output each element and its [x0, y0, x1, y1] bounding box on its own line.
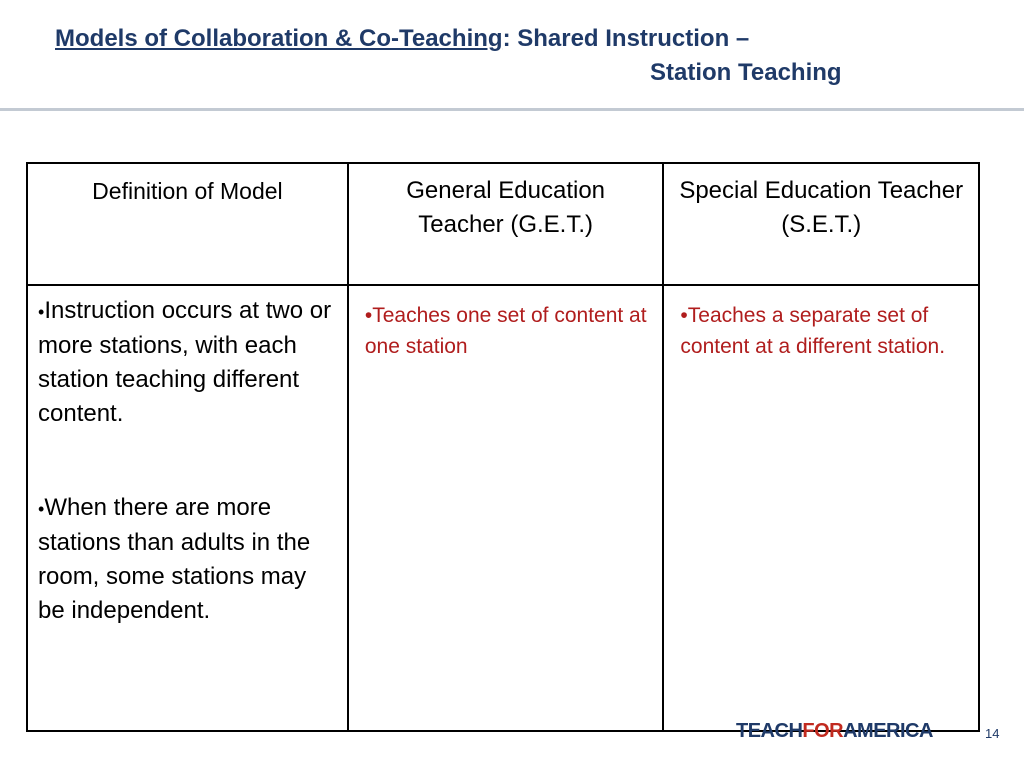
get-cell: •Teaches one set of content at one station [348, 285, 664, 731]
bullet-icon: • [38, 302, 45, 322]
definition-text: Instruction occurs at two or more stations, with each station teaching different content. [38, 297, 332, 427]
title-link[interactable]: Models of Collaboration & Co-Teaching [55, 25, 503, 52]
title-subtitle: : Shared Instruction – [502, 25, 750, 52]
page-number: 14 [985, 726, 1000, 741]
bullet-icon: • [38, 499, 45, 519]
header-set: Special Education Teacher (S.E.T.) [663, 163, 979, 285]
title-line2: Station Teaching [650, 59, 842, 86]
teach-for-america-logo: TEACHFORAMERICA [736, 720, 933, 742]
set-cell: •Teaches a separate set of content at a different station. [663, 285, 979, 731]
table-body-row [27, 285, 979, 731]
title-divider [0, 108, 1024, 111]
definition-item [38, 294, 337, 431]
table-header-row [27, 163, 979, 285]
slide-title [55, 22, 955, 90]
co-teaching-table [26, 162, 980, 732]
definition-text: When there are more stations than adults in the room, some stations may be independent. [38, 494, 311, 624]
header-definition: Definition of Model [27, 163, 348, 285]
header-get: General Education Teacher (G.E.T.) [348, 163, 664, 285]
definition-item [38, 491, 337, 628]
definition-cell [27, 285, 348, 731]
